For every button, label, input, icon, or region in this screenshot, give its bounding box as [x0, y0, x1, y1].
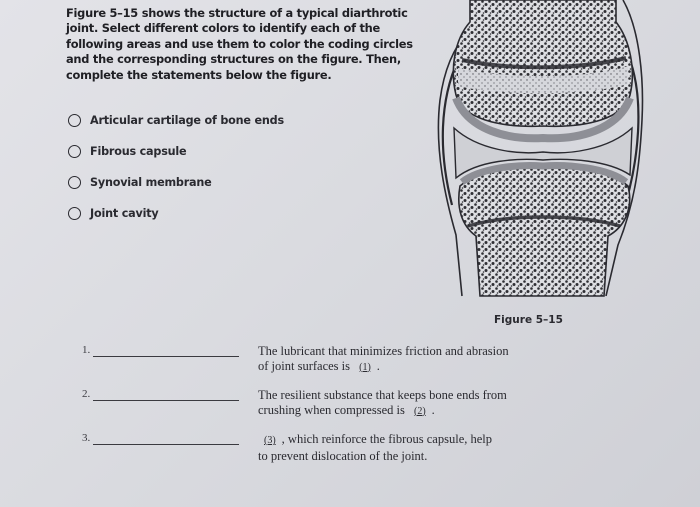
statement-line [258, 403, 578, 420]
blank-marker: (2) [413, 405, 426, 417]
instructions-paragraph [66, 6, 416, 83]
statement-fragment: . [376, 358, 380, 373]
instructions-line: Figure 5–15 shows the structure of a typical diarthrotic [66, 6, 408, 20]
statement-fragment: crushing when compressed is [258, 402, 408, 417]
question-2 [0, 388, 700, 428]
joint-diagram [418, 0, 658, 300]
statement-fragment: , which reinforce the fibrous capsule, help [281, 432, 493, 446]
key-label: Articular cartilage of bone ends [90, 114, 284, 127]
figure-caption: Figure 5–15 [494, 314, 563, 326]
question-number: 2. [82, 388, 91, 400]
blank-marker: (1) [359, 361, 371, 373]
key-item-articular-cartilage [68, 105, 284, 136]
coding-circle[interactable] [68, 114, 81, 127]
statement-fragment: of joint surfaces is [258, 358, 354, 373]
coding-circle[interactable] [68, 176, 81, 189]
answer-line[interactable] [93, 444, 239, 445]
key-item-joint-cavity [68, 198, 284, 229]
coding-circle[interactable] [68, 207, 81, 220]
coding-circle[interactable] [68, 145, 81, 158]
statement-line [258, 432, 578, 449]
statement-line [258, 359, 578, 376]
statement-line: The resilient substance that keeps bone ends from [258, 388, 507, 402]
statement-fragment: . [431, 402, 435, 417]
question-number: 3. [82, 432, 91, 444]
answer-line[interactable] [93, 356, 239, 357]
key-label: Joint cavity [90, 207, 159, 220]
key-item-synovial-membrane [68, 167, 284, 198]
instructions-line: following areas and use them to color the coding circles [66, 36, 413, 51]
answer-line[interactable] [93, 400, 239, 401]
instructions-line: complete the statements below the figure. [66, 67, 332, 82]
lower-bone [459, 168, 630, 296]
statement-text [258, 432, 578, 463]
key-label: Fibrous capsule [90, 145, 187, 158]
key-item-fibrous-capsule [68, 136, 284, 167]
statement-text [258, 344, 578, 375]
question-number: 1. [82, 344, 91, 356]
blank-marker: (3) [264, 435, 276, 446]
instructions-line: joint. Select different colors to identify each of the [66, 21, 381, 36]
statement-line: to prevent dislocation of the joint. [258, 448, 428, 463]
key-label: Synovial membrane [90, 176, 212, 189]
color-key-list [68, 105, 284, 229]
question-1 [0, 344, 700, 384]
instructions-line: and the corresponding structures on the figure. Then, [66, 52, 401, 67]
question-3 [0, 432, 700, 472]
statement-text [258, 388, 578, 419]
statement-line: The lubricant that minimizes friction and abrasion [258, 344, 509, 358]
